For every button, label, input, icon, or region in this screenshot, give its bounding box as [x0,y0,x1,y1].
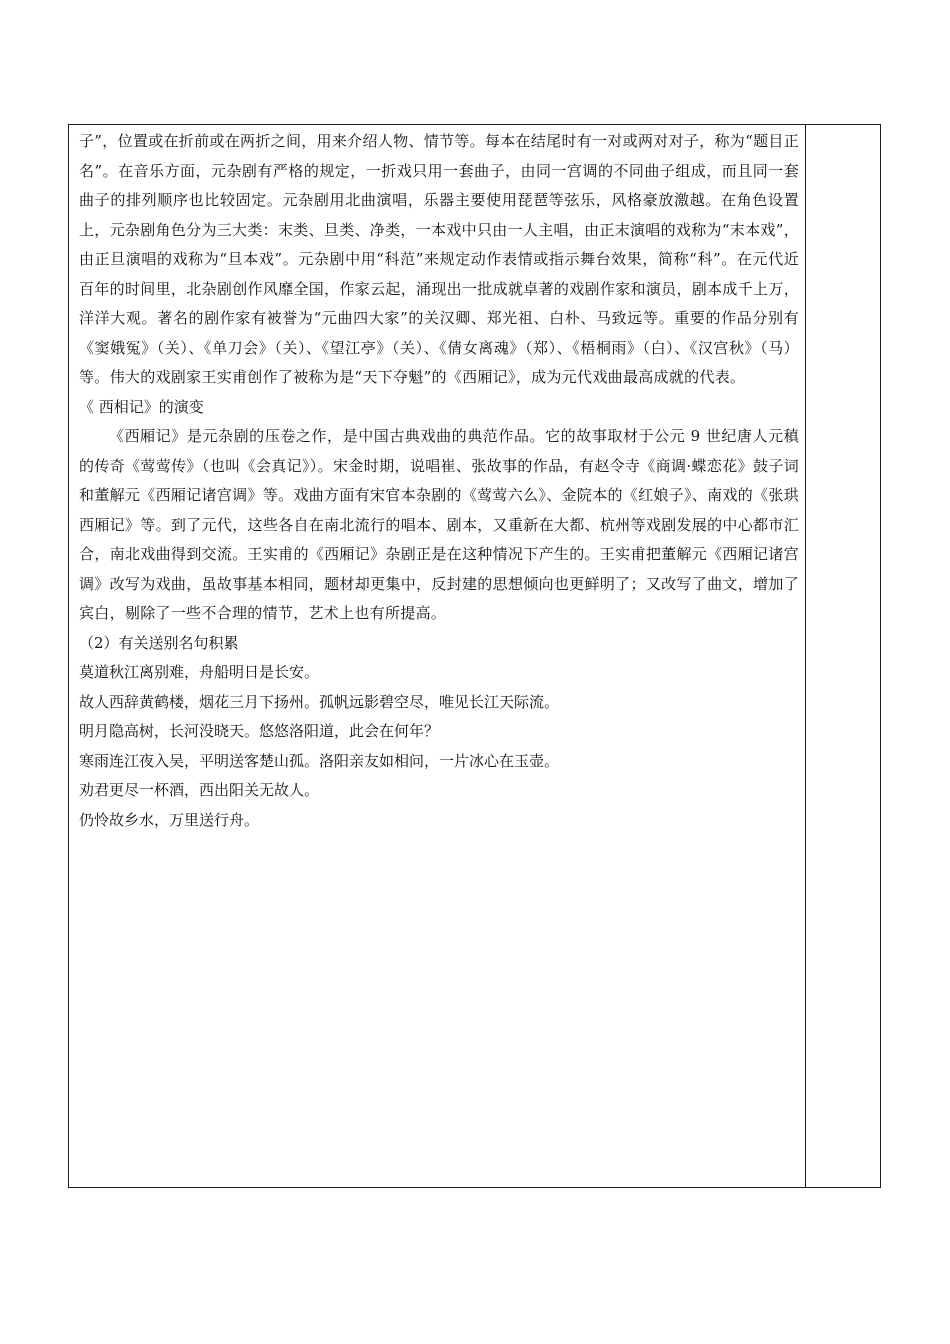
farewell-quote-line: 寒雨连江夜入吴，平明送客楚山孤。洛阳亲友如相问，一片冰心在玉壶。 [79,751,560,770]
farewell-quotes-heading: （2）有关送别名句积累 [79,633,239,652]
xixiangji-evolution-heading: 《 西相记》的演变 [79,397,204,416]
content-body [79,125,799,836]
farewell-quote-line: 莫道秋江离别难，舟船明日是长安。 [79,663,320,681]
farewell-quote-line: 仍怜故乡水，万里送行舟。 [79,810,260,829]
content-table [68,124,881,1188]
main-content-cell [69,125,806,1187]
xixiangji-evolution-paragraph: 《西厢记》是元杂剧的压卷之作，是中国古典戏曲的典范作品。它的故事取材于公元 9 世纪唐人元稹的传奇《莺莺传》（也叫《会真记》）。宋金时期，说唱崔、张故事的作品，有赵令寺《商调·蝶恋花》鼓子词和董解元《西厢记诸宫调》等。戏曲方面有宋官本杂剧的《莺莺六么》、金院本的《红娘子》、南戏的《张珙西厢记》等。到了元代，这些各自在南北流行的唱本、剧本，又重新在大都、杭州等戏剧发展的中心都市汇合，南北戏曲得到交流。王实甫的《西厢记》杂剧正是在这种情况下产生的。王实甫把董解元《西厢记诸宫调》改写为戏曲，虽故事基本相同，题材却更集中，反封建的思想倾向也更鲜明了；又改写了曲文，增加了宾白，剔除了一些不合理的情节，艺术上也有所提高。 [79,427,799,622]
farewell-quote-line: 明月隐高树，长河没晓天。悠悠洛阳道，此会在何年？ [79,722,440,741]
notes-cell [806,125,880,1187]
yuan-zaju-paragraph: 子”，位置或在折前或在两折之间，用来介绍人物、情节等。每本在结尾时有一对或两对对子，称为“题目正名”。在音乐方面，元杂剧有严格的规定，一折戏只用一套曲子，由同一宫调的不同曲子组成，而且同一套曲子的排列顺序也比较固定。元杂剧用北曲演唱，乐器主要使用琵琶等弦乐，风格豪放激越。在角色设置上，元杂剧角色分为三大类：末类、旦类、净类，一本戏中只由一人主唱，由正末演唱的戏称为“末本戏”，由正旦演唱的戏称为“旦本戏”。元杂剧中用“科范”来规定动作表情或指示舞台效果，简称“科”。在元代近百年的时间里，北杂剧创作风靡全国，作家云起，涌现出一批成就卓著的戏剧作家和演员，剧本成千上万，洋洋大观。著名的剧作家有被誉为“元曲四大家”的关汉卿、郑光祖、白朴、马致远等。重要的作品分别有《窦娥冤》（关）、《单刀会》（关）、《望江亭》（关）、《倩女离魂》（郑）、《梧桐雨》（白）、《汉宫秋》（马）等。伟大的戏剧家王实甫创作了被称为是“天下夺魁”的《西厢记》，成为元代戏曲最高成就的代表。 [79,132,799,386]
farewell-quote-line: 劝君更尽一杯酒，西出阳关无故人。 [79,781,320,800]
farewell-quote-line: 故人西辞黄鹤楼，烟花三月下扬州。孤帆远影碧空尽，唯见长江天际流。 [79,692,560,711]
